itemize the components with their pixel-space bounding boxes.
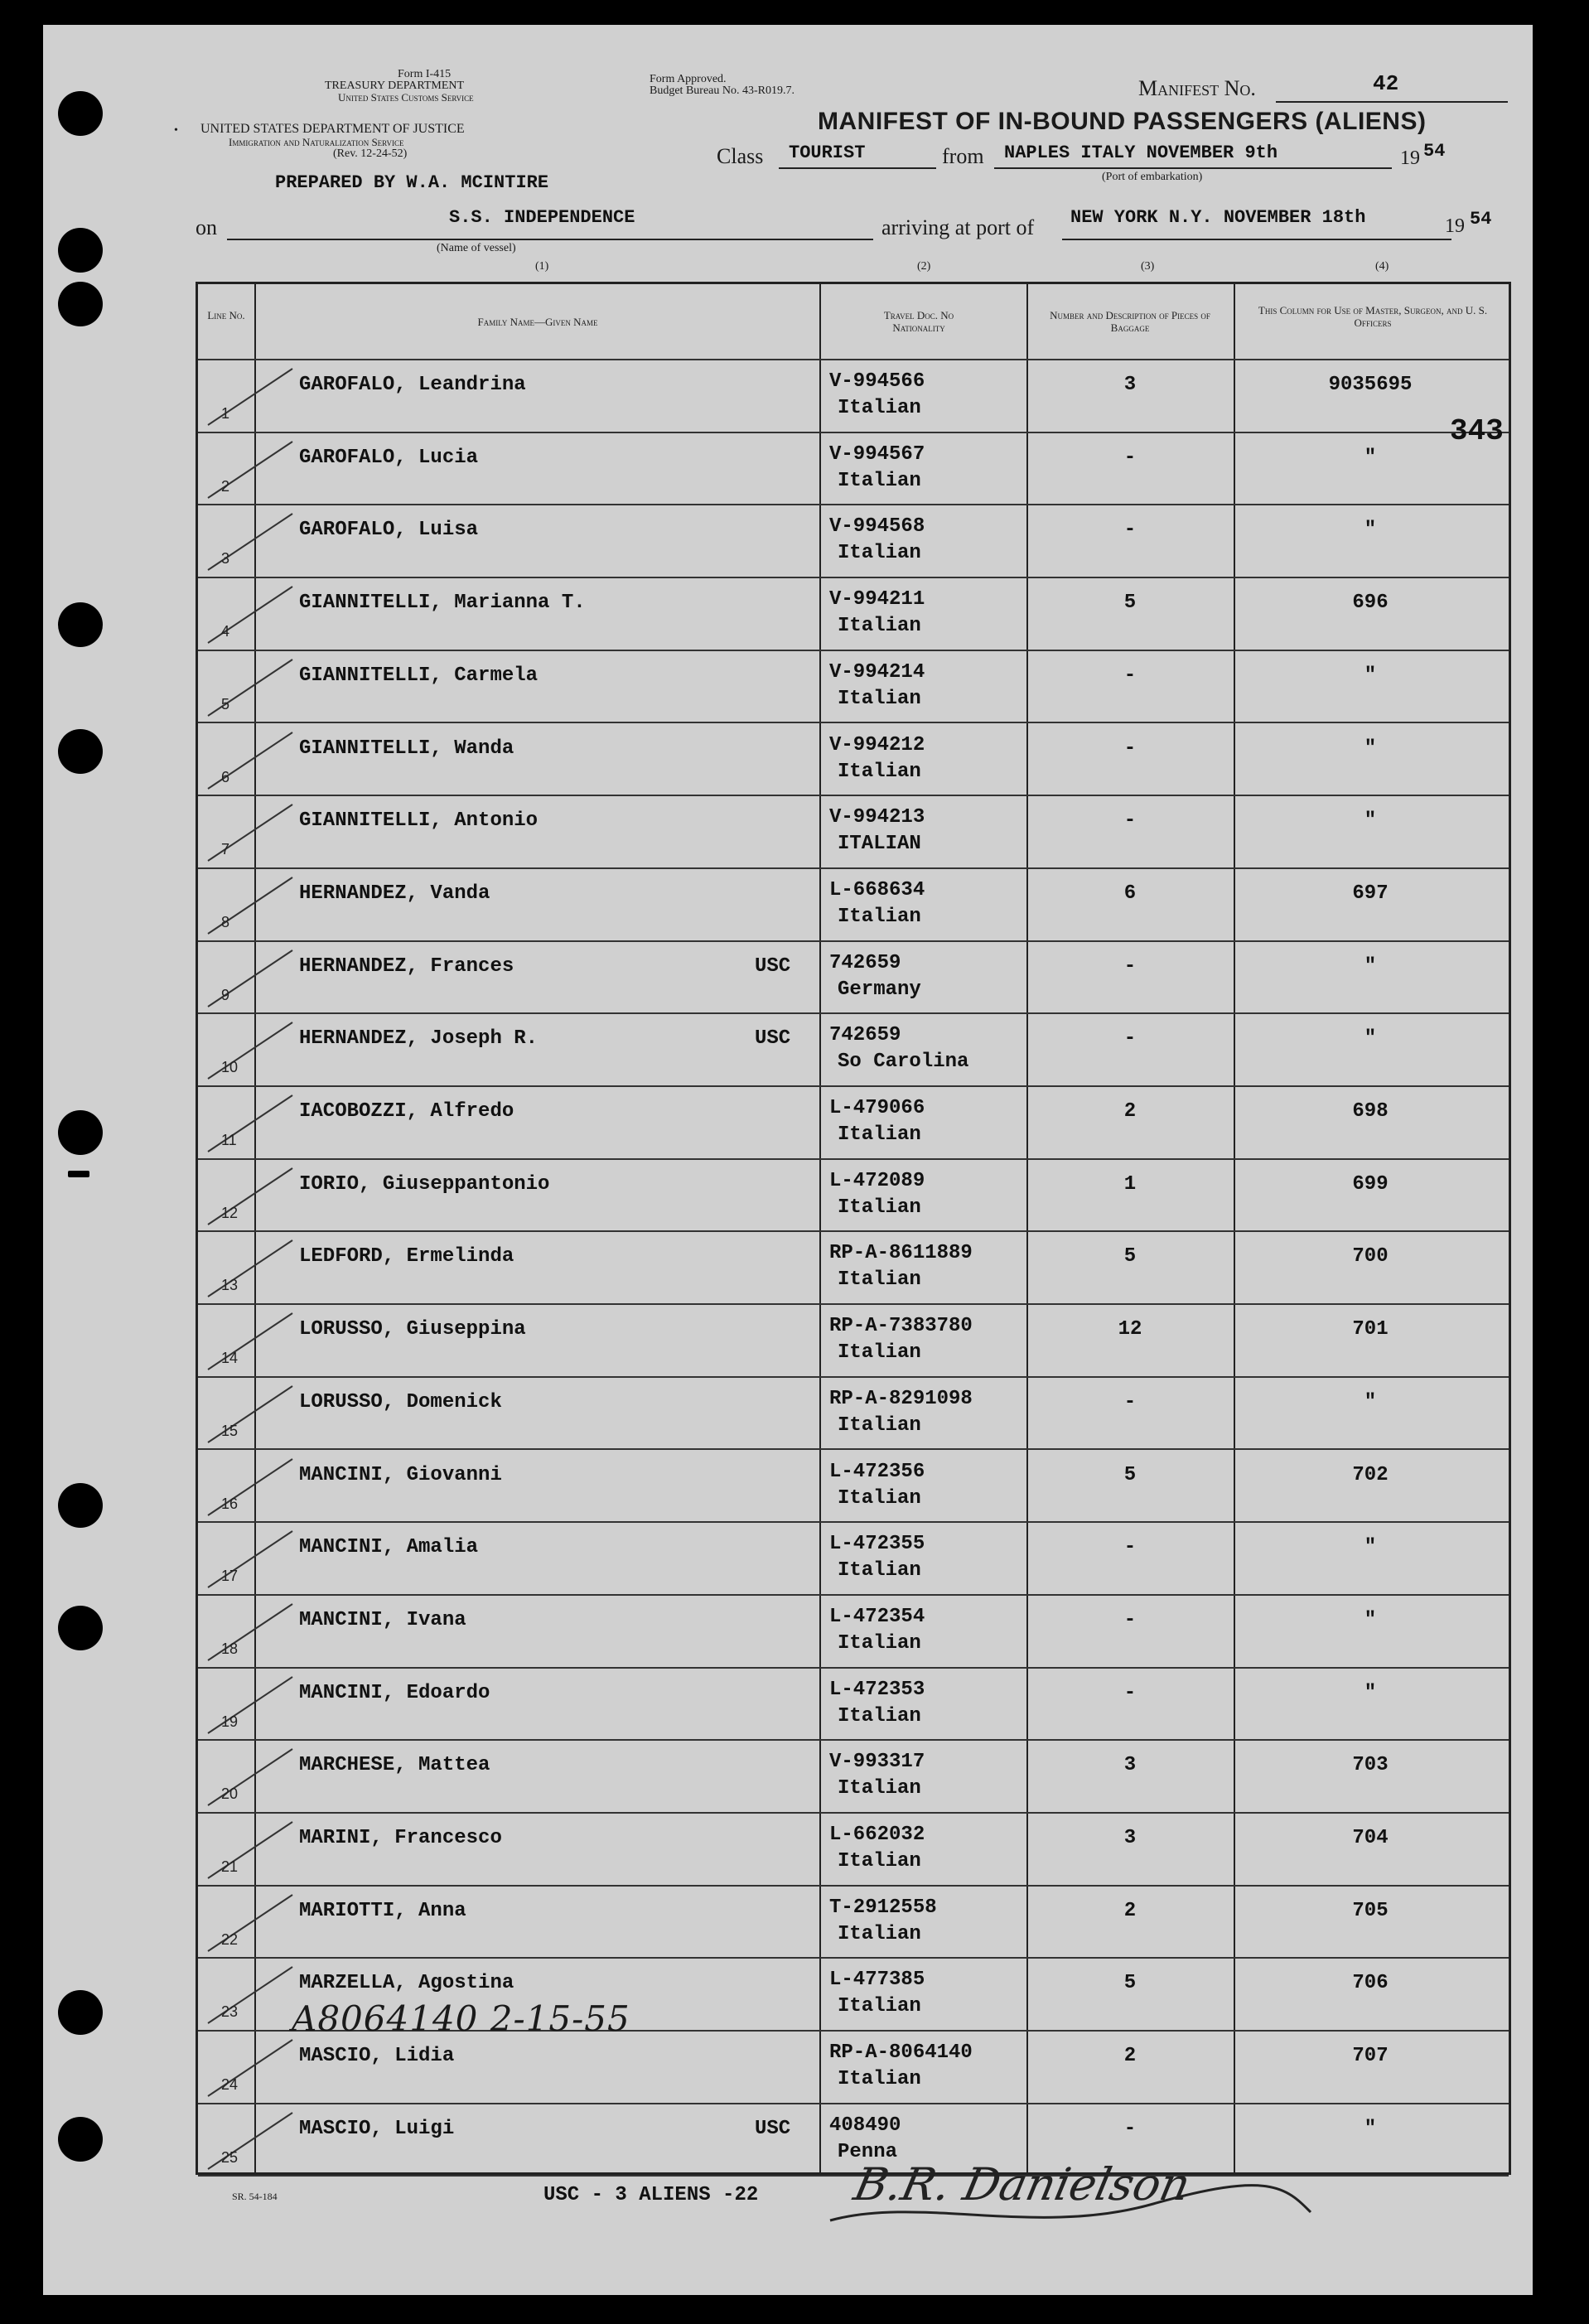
travel-doc-number: RP-A-8064140 — [829, 2041, 973, 2065]
nationality: Italian — [838, 1413, 921, 1437]
nationality: Italian — [838, 687, 921, 710]
from-label: from — [942, 144, 984, 168]
totals: USC - 3 ALIENS -22 — [543, 2184, 759, 2206]
year-arrive: 54 — [1470, 209, 1492, 230]
budget-bureau: Budget Bureau No. 43-R019.7. — [650, 85, 794, 97]
check-mark — [201, 1526, 301, 1592]
manifest-title: MANIFEST OF IN-BOUND PASSENGERS (ALIENS) — [818, 108, 1427, 135]
binder-hole — [58, 1110, 103, 1155]
vessel-caption: (Name of vessel) — [437, 242, 516, 254]
check-mark — [201, 582, 301, 648]
treasury-dept: TREASURY DEPARTMENT — [325, 80, 465, 92]
passenger-name: HERNANDEZ, Vanda — [299, 882, 490, 905]
port-of-embarkation: NAPLES ITALY NOVEMBER 9th — [1004, 143, 1278, 163]
ins-name: Immigration and Naturalization Service — [229, 136, 404, 148]
baggage-count: - — [1123, 809, 1137, 833]
table-row — [198, 504, 1509, 577]
passenger-name: HERNANDEZ, Joseph R. — [299, 1027, 539, 1051]
nationality: Italian — [838, 1850, 921, 1872]
baggage-count: - — [1123, 1027, 1137, 1051]
check-mark — [201, 1890, 301, 1956]
line-number: 15 — [221, 1422, 239, 1439]
table-row — [198, 1376, 1509, 1449]
table-row — [198, 795, 1509, 867]
passenger-name: MARZELLA, Agostina — [299, 1972, 514, 1995]
port-of-arrival: NEW YORK N.Y. NOVEMBER 18th — [1070, 207, 1366, 228]
table-row — [198, 1739, 1509, 1812]
officer-use: 703 — [1352, 1754, 1389, 1777]
arriving-label: arriving at port of — [881, 215, 1035, 239]
check-mark — [201, 1090, 301, 1157]
line-number: 9 — [221, 986, 230, 1003]
check-mark — [201, 437, 301, 503]
table-row — [198, 1885, 1509, 1958]
table-row — [198, 1012, 1509, 1085]
travel-doc-number: V-993317 — [829, 1751, 925, 1774]
baggage-count: - — [1123, 1681, 1137, 1704]
passenger-name: IACOBOZZI, Alfredo — [299, 1100, 514, 1123]
header-travel-doc: Travel Doc. No Nationality — [883, 309, 954, 334]
baggage-count: 2 — [1123, 2045, 1137, 2068]
binder-hole — [58, 729, 103, 774]
nationality: Italian — [838, 397, 921, 419]
binder-mark — [68, 1171, 89, 1177]
bullet: • — [174, 124, 178, 137]
year-prefix-arrival: 19 — [1445, 215, 1465, 237]
officer-use: 706 — [1352, 1972, 1389, 1995]
passenger-name: HERNANDEZ, Frances — [299, 954, 514, 978]
officer-use: 699 — [1352, 1172, 1389, 1196]
line-number: 11 — [221, 1132, 237, 1148]
header-line-no: Line No. — [207, 309, 245, 321]
check-mark — [201, 1308, 301, 1375]
manifest-no-label: Manifest No. — [1138, 76, 1256, 100]
baggage-count: 3 — [1123, 1827, 1137, 1849]
officer-use: 701 — [1352, 1318, 1389, 1341]
check-mark — [201, 1381, 301, 1447]
year-from: 54 — [1423, 141, 1446, 162]
passenger-name: LEDFORD, Ermelinda — [299, 1245, 514, 1268]
form-number: Form I-415 — [398, 68, 452, 80]
check-mark — [201, 945, 301, 1012]
travel-doc-number: V-994214 — [829, 660, 925, 684]
passenger-name: GIANNITELLI, Carmela — [299, 664, 539, 687]
officer-use: 705 — [1352, 1899, 1389, 1922]
form-approved: Form Approved. — [650, 73, 727, 85]
passenger-name: GIANNITELLI, Wanda — [299, 737, 514, 760]
baggage-count: - — [1123, 1608, 1137, 1631]
column-number-1: (1) — [535, 260, 549, 273]
nationality: Italian — [838, 542, 921, 565]
header-name: Family Name—Given Name — [477, 316, 598, 328]
binder-hole — [58, 282, 103, 326]
vessel-name: S.S. INDEPENDENCE — [449, 207, 635, 228]
passenger-name: LORUSSO, Giuseppina — [299, 1318, 526, 1341]
baggage-count: 3 — [1123, 374, 1137, 396]
revision: (Rev. 12-24-52) — [333, 147, 408, 160]
nationality: Italian — [838, 1995, 921, 2018]
passenger-name: MARCHESE, Mattea — [299, 1754, 490, 1777]
passenger-name: LORUSSO, Domenick — [299, 1390, 502, 1413]
nationality: Germany — [838, 978, 921, 1001]
travel-doc-number: L-472089 — [829, 1169, 925, 1192]
travel-doc-number: 742659 — [829, 1024, 901, 1047]
header-officers: This Column for Use of Master, Surgeon, and U. S. Officers — [1258, 304, 1488, 329]
binder-hole — [58, 91, 103, 136]
line-number: 7 — [221, 841, 230, 858]
passenger-name: MASCIO, Lidia — [299, 2045, 455, 2068]
baggage-count: - — [1123, 1536, 1137, 1559]
line-number: 3 — [221, 550, 230, 568]
column-number-3: (3) — [1141, 260, 1155, 273]
nationality: Italian — [838, 1341, 921, 1365]
baggage-count: - — [1123, 737, 1137, 760]
class-value: TOURIST — [789, 143, 866, 163]
port-embarkation-caption: (Port of embarkation) — [1102, 171, 1203, 183]
nationality: Penna — [838, 2140, 898, 2163]
travel-doc-number: V-994566 — [829, 370, 925, 393]
year-prefix: 19 — [1400, 147, 1420, 169]
manifest-sheet — [43, 25, 1533, 2295]
table-row — [198, 1667, 1509, 1740]
header-baggage: Number and Description of Pieces of Baggage — [1050, 309, 1210, 334]
line-number: 20 — [221, 1785, 239, 1803]
passenger-name: GAROFALO, Luisa — [299, 519, 479, 542]
officer-use: " — [1364, 1390, 1377, 1413]
line-number: 4 — [221, 623, 230, 640]
baggage-count: - — [1123, 954, 1137, 978]
check-mark — [201, 1599, 301, 1665]
baggage-count: 1 — [1123, 1172, 1137, 1196]
nationality: Italian — [838, 1777, 921, 1800]
baggage-count: 5 — [1123, 1463, 1137, 1486]
passenger-name: MARINI, Francesco — [299, 1827, 502, 1849]
baggage-count: 3 — [1123, 1754, 1137, 1777]
check-mark — [201, 872, 301, 939]
travel-doc-number: V-994212 — [829, 733, 925, 756]
passenger-name: GAROFALO, Lucia — [299, 446, 479, 469]
check-mark — [201, 2108, 301, 2174]
baggage-count: 5 — [1123, 1245, 1137, 1268]
nationality: Italian — [838, 615, 921, 638]
baggage-count: - — [1123, 519, 1137, 542]
officer-use: " — [1364, 1681, 1377, 1704]
table-row — [198, 577, 1509, 650]
travel-doc-number: L-472353 — [829, 1678, 925, 1701]
passenger-name: IORIO, Giuseppantonio — [299, 1172, 550, 1196]
line-number: 18 — [221, 1640, 239, 1657]
check-mark — [201, 1235, 301, 1302]
nationality: Italian — [838, 1486, 921, 1510]
officer-use: " — [1364, 1027, 1377, 1051]
nationality: Italian — [838, 1704, 921, 1727]
handwritten-note: A8064140 2-15-55 — [292, 1998, 630, 2039]
page-stamp: 343 — [1450, 414, 1504, 448]
line-number: 12 — [221, 1204, 239, 1221]
passenger-name: GAROFALO, Leandrina — [299, 374, 526, 396]
line-number: 23 — [221, 2003, 239, 2021]
table-row — [198, 432, 1509, 505]
baggage-count: - — [1123, 1390, 1137, 1413]
line-number: 25 — [221, 2148, 239, 2166]
travel-doc-number: V-994568 — [829, 515, 925, 539]
column-number-2: (2) — [917, 260, 931, 273]
nationality: Italian — [838, 1631, 921, 1655]
binder-hole — [58, 2117, 103, 2162]
officer-use: 707 — [1352, 2045, 1389, 2068]
table-row — [198, 1521, 1509, 1594]
signature: B.R. Danielson — [849, 2158, 1195, 2210]
column-number-4: (4) — [1375, 260, 1389, 273]
on-label: on — [196, 215, 217, 239]
nationality: Italian — [838, 1123, 921, 1146]
baggage-count: 5 — [1123, 592, 1137, 615]
binder-mark — [68, 307, 89, 313]
line-number: 8 — [221, 913, 230, 930]
passenger-name: GIANNITELLI, Marianna T. — [299, 592, 586, 615]
line-number: 5 — [221, 695, 230, 713]
officer-use: 698 — [1352, 1100, 1389, 1123]
usc-marker: USC — [755, 954, 791, 978]
travel-doc-number: L-472356 — [829, 1460, 925, 1483]
line-number: 19 — [221, 1713, 239, 1730]
officer-use: 697 — [1352, 882, 1389, 905]
line-number: 17 — [221, 1568, 239, 1585]
check-mark — [201, 509, 301, 575]
travel-doc-number: 408490 — [829, 2114, 901, 2137]
table-row — [198, 1303, 1509, 1376]
travel-doc-number: V-994213 — [829, 806, 925, 829]
check-mark — [201, 1962, 301, 2028]
travel-doc-number: L-668634 — [829, 878, 925, 901]
passenger-name: MARIOTTI, Anna — [299, 1899, 466, 1922]
travel-doc-number: RP-A-8291098 — [829, 1387, 973, 1410]
officer-use: 700 — [1352, 1245, 1389, 1268]
table-row — [198, 1085, 1509, 1158]
passenger-table — [196, 282, 1511, 2175]
check-mark — [201, 2035, 301, 2101]
passenger-name: MANCINI, Amalia — [299, 1536, 479, 1559]
officer-use: " — [1364, 519, 1377, 542]
officer-use: " — [1364, 1608, 1377, 1631]
customs-service: United States Customs Service — [338, 91, 474, 104]
table-row — [198, 1812, 1509, 1885]
table-row — [198, 1594, 1509, 1667]
travel-doc-number: L-477385 — [829, 1969, 925, 1992]
travel-doc-number: L-479066 — [829, 1097, 925, 1119]
baggage-count: 6 — [1123, 882, 1137, 905]
travel-doc-number: RP-A-7383780 — [829, 1315, 973, 1338]
check-mark — [201, 1744, 301, 1810]
line-number: 14 — [221, 1350, 239, 1367]
nationality: Italian — [838, 1559, 921, 1582]
usc-marker: USC — [755, 1027, 791, 1051]
table-row — [198, 650, 1509, 722]
travel-doc-number: T-2912558 — [829, 1896, 937, 1919]
officer-use: " — [1364, 809, 1377, 833]
travel-doc-number: L-472355 — [829, 1533, 925, 1556]
table-row — [198, 1449, 1509, 1522]
binder-hole — [58, 1990, 103, 2035]
passenger-name: MANCINI, Ivana — [299, 1608, 466, 1631]
line-number: 13 — [221, 1277, 239, 1294]
officer-use: " — [1364, 737, 1377, 760]
nationality: ITALIAN — [838, 833, 921, 856]
officer-use: 704 — [1352, 1827, 1389, 1849]
check-mark — [201, 1454, 301, 1520]
signature-flourish — [822, 2162, 1319, 2237]
travel-doc-number: V-994211 — [829, 588, 925, 611]
usc-marker: USC — [755, 2117, 791, 2140]
nationality: Italian — [838, 2068, 921, 2091]
line-number: 1 — [221, 405, 230, 422]
line-number: 16 — [221, 1495, 239, 1512]
prepared-by: PREPARED BY W.A. MCINTIRE — [275, 172, 549, 193]
nationality: Italian — [838, 1268, 921, 1292]
travel-doc-number: L-472354 — [829, 1605, 925, 1628]
nationality: Italian — [838, 760, 921, 783]
table-row — [198, 722, 1509, 795]
officer-use: " — [1364, 446, 1377, 469]
table-row — [198, 359, 1509, 432]
table-row — [198, 1158, 1509, 1231]
baggage-count: 12 — [1118, 1318, 1142, 1341]
nationality: Italian — [838, 1922, 921, 1945]
officer-use: " — [1364, 664, 1377, 687]
line-number: 6 — [221, 768, 230, 785]
table-row — [198, 940, 1509, 1013]
baggage-count: 5 — [1123, 1972, 1137, 1995]
travel-doc-number: 742659 — [829, 951, 901, 974]
nationality: Italian — [838, 905, 921, 928]
travel-doc-number: RP-A-8611889 — [829, 1242, 973, 1265]
check-mark — [201, 1163, 301, 1230]
baggage-count: 2 — [1123, 1899, 1137, 1922]
check-mark — [201, 1017, 301, 1084]
officer-use: " — [1364, 1536, 1377, 1559]
baggage-count: - — [1123, 2117, 1137, 2140]
passenger-name: MANCINI, Edoardo — [299, 1681, 490, 1704]
table-row — [198, 2030, 1509, 2103]
nationality: Italian — [838, 469, 921, 492]
table-row — [198, 1230, 1509, 1303]
line-number: 2 — [221, 477, 230, 495]
baggage-count: - — [1123, 664, 1137, 687]
officer-use: 9035695 — [1328, 374, 1413, 396]
binder-hole — [58, 228, 103, 273]
check-mark — [201, 1672, 301, 1738]
check-mark — [201, 727, 301, 794]
binder-hole — [58, 1606, 103, 1650]
passenger-name: GIANNITELLI, Antonio — [299, 809, 539, 833]
binder-hole — [58, 1483, 103, 1528]
check-mark — [201, 655, 301, 721]
table-row — [198, 867, 1509, 940]
line-number: 24 — [221, 2076, 239, 2094]
baggage-count: 2 — [1123, 1100, 1137, 1123]
class-label: Class — [717, 144, 764, 168]
travel-doc-number: L-662032 — [829, 1824, 925, 1846]
manifest-no: 42 — [1373, 71, 1399, 96]
passenger-name: MANCINI, Giovanni — [299, 1463, 502, 1486]
nationality: Italian — [838, 1196, 921, 1219]
check-mark — [201, 800, 301, 866]
justice-dept: UNITED STATES DEPARTMENT OF JUSTICE — [200, 122, 465, 136]
check-mark — [201, 1817, 301, 1883]
binder-hole — [58, 602, 103, 647]
officer-use: " — [1364, 2117, 1377, 2140]
officer-use: 702 — [1352, 1463, 1389, 1486]
officer-use: " — [1364, 954, 1377, 978]
baggage-count: - — [1123, 446, 1137, 469]
nationality: So Carolina — [838, 1051, 969, 1074]
passenger-name: MASCIO, Luigi — [299, 2117, 455, 2140]
officer-use: 696 — [1352, 592, 1389, 615]
travel-doc-number: V-994567 — [829, 442, 925, 466]
line-number: 10 — [221, 1059, 239, 1076]
check-mark — [201, 364, 301, 430]
form-code: SR. 54-184 — [232, 2191, 278, 2202]
line-number: 21 — [221, 1858, 239, 1875]
line-number: 22 — [221, 1930, 239, 1948]
